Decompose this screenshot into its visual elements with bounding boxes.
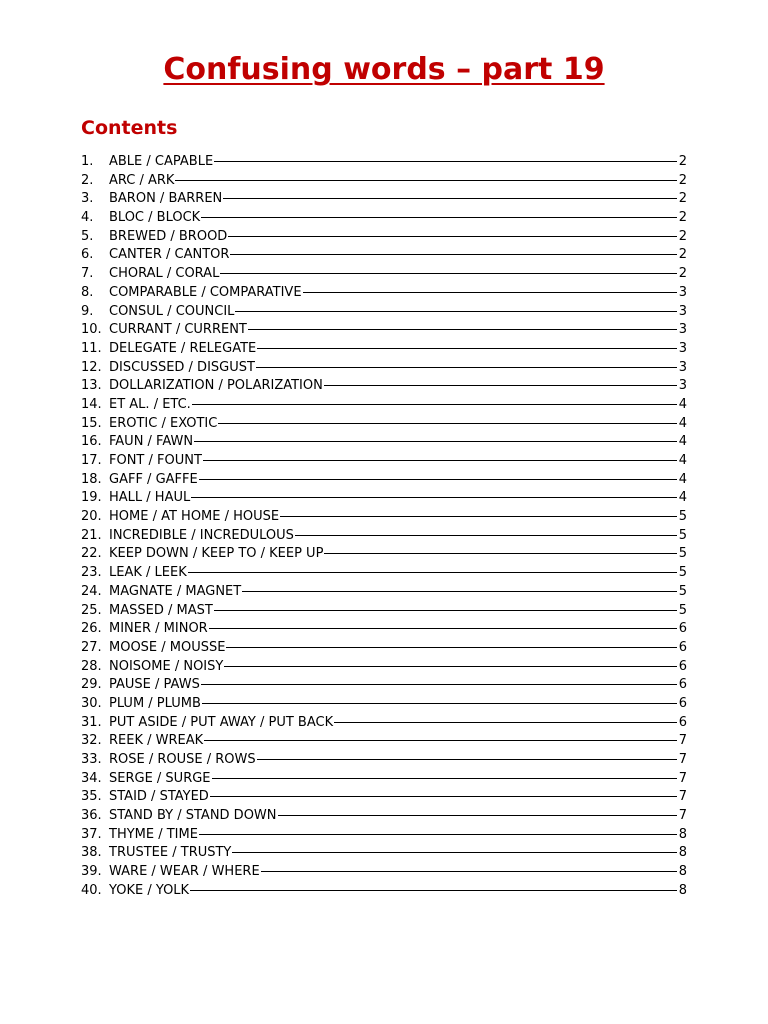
page-title: Confusing words – part 19 <box>163 52 605 87</box>
toc-entry[interactable] <box>81 639 687 658</box>
toc-entry-number: 5. <box>81 228 94 244</box>
toc-entry-page-number[interactable]: 2 <box>678 154 687 169</box>
toc-entry-label[interactable]: PLUM / PLUMB <box>109 695 201 711</box>
toc-entry-page-number[interactable]: 4 <box>678 396 687 412</box>
toc-entry-page-number[interactable]: 8 <box>678 826 687 842</box>
toc-entry-number: 23. <box>81 565 102 581</box>
toc-entry-page-number[interactable]: 2 <box>678 191 687 207</box>
toc-entry-number: 18. <box>81 471 102 487</box>
toc-entry-label[interactable]: LEAK / LEEK <box>109 565 187 581</box>
toc-entry-number: 33. <box>81 752 102 767</box>
toc-entry[interactable] <box>81 172 687 191</box>
toc-leader-line <box>203 460 677 461</box>
toc-entry-page-number[interactable]: 2 <box>678 210 687 226</box>
toc-entry[interactable] <box>81 246 687 265</box>
toc-entry-page-number[interactable]: 6 <box>678 695 687 711</box>
toc-entry-number: 36. <box>81 808 102 824</box>
toc-entry-label[interactable]: FONT / FOUNT <box>109 453 202 468</box>
toc-entry-number: 2. <box>81 172 94 188</box>
toc-entry-page-number[interactable]: 6 <box>678 639 687 655</box>
toc-entry-number: 17. <box>81 453 102 468</box>
toc-entry-number: 24. <box>81 583 102 599</box>
toc-entry[interactable] <box>81 844 687 863</box>
toc-entry-number: 1. <box>81 154 94 169</box>
toc-entry-number: 25. <box>81 602 102 618</box>
toc-entry[interactable] <box>81 265 687 284</box>
toc-leader-line <box>202 703 677 704</box>
toc-entry-page-number[interactable]: 7 <box>678 770 687 786</box>
toc-leader-line <box>190 890 677 891</box>
toc-entry-label[interactable]: FAUN / FAWN <box>109 434 194 450</box>
toc-entry-number: 32. <box>81 733 102 749</box>
toc-entry[interactable] <box>81 471 687 490</box>
toc-leader-line <box>256 367 677 368</box>
toc-entry-page-number[interactable]: 8 <box>678 845 687 861</box>
toc-entry[interactable] <box>81 695 687 714</box>
toc-entry[interactable] <box>81 863 687 882</box>
toc-entry-number: 6. <box>81 247 94 263</box>
toc-entry-label[interactable]: COMPARABLE / COMPARATIVE <box>109 284 302 300</box>
toc-entry[interactable] <box>81 452 687 471</box>
toc-entry-number: 40. <box>81 882 102 898</box>
toc-leader-line <box>201 684 677 685</box>
toc-entry-page-number[interactable]: 7 <box>678 808 687 824</box>
toc-leader-line <box>209 628 677 629</box>
toc-entry-label[interactable]: YOKE / YOLK <box>109 882 190 898</box>
toc-entry-page-number[interactable]: 3 <box>678 359 687 375</box>
toc-entry-number: 28. <box>81 658 102 674</box>
toc-entry-page-number[interactable]: 6 <box>678 658 687 674</box>
toc-entry-label[interactable]: STAND BY / STAND DOWN <box>109 808 277 824</box>
toc-entry-page-number[interactable]: 4 <box>678 415 687 431</box>
toc-entry-page-number[interactable]: 7 <box>678 733 687 749</box>
toc-leader-line <box>192 404 677 405</box>
toc-leader-line <box>214 161 677 162</box>
toc-entry-page-number[interactable]: 4 <box>678 490 687 506</box>
toc-leader-line <box>223 198 677 199</box>
toc-entry-label[interactable]: GAFF / GAFFE <box>109 471 198 487</box>
toc-leader-line <box>324 553 677 554</box>
toc-entry-page-number[interactable]: 5 <box>678 527 687 543</box>
toc-entry[interactable] <box>81 788 687 807</box>
toc-entry[interactable] <box>81 508 687 527</box>
toc-entry-number: 21. <box>81 527 102 543</box>
toc-entry[interactable] <box>81 228 687 247</box>
toc-entry-page-number[interactable]: 6 <box>678 714 687 730</box>
toc-entry[interactable] <box>81 564 687 583</box>
toc-entry-page-number[interactable]: 5 <box>678 546 687 562</box>
toc-entry-page-number[interactable]: 4 <box>678 434 687 450</box>
toc-entry-number: 34. <box>81 770 102 786</box>
toc-entry[interactable] <box>81 602 687 621</box>
toc-entry-page-number[interactable]: 6 <box>678 677 687 693</box>
toc-entry-label[interactable]: STAID / STAYED <box>109 789 209 805</box>
toc-entry-number: 10. <box>81 322 102 338</box>
toc-entry[interactable] <box>81 359 687 378</box>
toc-leader-line <box>261 871 677 872</box>
toc-entry-number: 35. <box>81 789 102 805</box>
toc-entry-label[interactable]: DOLLARIZATION / POLARIZATION <box>109 378 323 394</box>
toc-entry[interactable] <box>81 153 687 172</box>
toc-entry-number: 9. <box>81 303 94 319</box>
toc-leader-line <box>324 385 677 386</box>
toc-leader-line <box>194 441 677 442</box>
toc-entry-label[interactable]: BREWED / BROOD <box>109 228 228 244</box>
toc-leader-line <box>210 796 677 797</box>
toc-entry[interactable] <box>81 658 687 677</box>
toc-entry[interactable] <box>81 489 687 508</box>
toc-entry-page-number[interactable]: 6 <box>678 621 687 637</box>
toc-entry-label[interactable]: KEEP DOWN / KEEP TO / KEEP UP <box>109 546 324 562</box>
toc-entry-label[interactable]: ET AL. / ETC. <box>109 396 191 412</box>
toc-entry[interactable] <box>81 209 687 228</box>
toc-entry[interactable] <box>81 433 687 452</box>
toc-leader-line <box>232 852 677 853</box>
toc-entry-label[interactable]: WARE / WEAR / WHERE <box>109 864 260 880</box>
toc-entry-number: 14. <box>81 396 102 412</box>
toc-entry-label[interactable]: BARON / BARREN <box>109 191 223 207</box>
toc-entry[interactable] <box>81 882 687 901</box>
toc-entry-page-number[interactable]: 5 <box>678 602 687 618</box>
toc-entry-number: 15. <box>81 415 102 431</box>
toc-entry-number: 19. <box>81 490 102 506</box>
toc-entry-number: 12. <box>81 359 102 375</box>
toc-leader-line <box>278 815 677 816</box>
toc-entry[interactable] <box>81 303 687 322</box>
toc-leader-line <box>199 479 677 480</box>
toc-entry-page-number[interactable]: 3 <box>678 303 687 319</box>
toc-entry-number: 4. <box>81 210 94 226</box>
toc-entry-label[interactable]: THYME / TIME <box>109 826 198 842</box>
toc-entry-page-number[interactable]: 3 <box>678 340 687 356</box>
toc-leader-line <box>280 516 677 517</box>
toc-entry-label[interactable]: ABLE / CAPABLE <box>109 154 214 169</box>
toc-leader-line <box>230 254 677 255</box>
toc-leader-line <box>204 740 677 741</box>
toc-leader-line <box>201 217 677 218</box>
toc-entry-label[interactable]: HALL / HAUL <box>109 490 191 506</box>
toc-entry-page-number[interactable]: 5 <box>678 565 687 581</box>
toc-leader-line <box>191 497 677 498</box>
toc-entry-label[interactable]: NOISOME / NOISY <box>109 658 224 674</box>
toc-entry-number: 37. <box>81 826 102 842</box>
toc-entry-page-number[interactable]: 7 <box>678 752 687 767</box>
toc-entry-number: 7. <box>81 266 94 282</box>
toc-entry-label[interactable]: CHORAL / CORAL <box>109 266 220 282</box>
toc-entry[interactable] <box>81 732 687 751</box>
toc-entry[interactable] <box>81 321 687 340</box>
toc-entry[interactable] <box>81 751 687 770</box>
toc-leader-line <box>220 273 677 274</box>
toc-leader-line <box>242 591 677 592</box>
toc-entry-number: 31. <box>81 714 102 730</box>
toc-entry-number: 39. <box>81 864 102 880</box>
toc-entry-page-number[interactable]: 2 <box>678 172 687 188</box>
toc-entry-number: 27. <box>81 639 102 655</box>
toc-entry[interactable] <box>81 545 687 564</box>
toc-entry-page-number[interactable]: 5 <box>678 509 687 525</box>
toc-entry[interactable] <box>81 396 687 415</box>
toc-entry-number: 22. <box>81 546 102 562</box>
toc-entry[interactable] <box>81 807 687 826</box>
toc-entry[interactable] <box>81 770 687 789</box>
toc-entry-number: 11. <box>81 340 102 356</box>
toc-entry-label[interactable]: REEK / WREAK <box>109 733 204 749</box>
toc-leader-line <box>212 778 677 779</box>
toc-entry-label[interactable]: INCREDIBLE / INCREDULOUS <box>109 527 294 543</box>
toc-leader-line <box>224 666 677 667</box>
toc-entry[interactable] <box>81 527 687 546</box>
toc-entry-page-number[interactable]: 3 <box>678 322 687 338</box>
toc-entry-page-number[interactable]: 4 <box>678 471 687 487</box>
toc-entry-number: 26. <box>81 621 102 637</box>
toc-entry-label[interactable]: MAGNATE / MAGNET <box>109 583 242 599</box>
toc-entry-label[interactable]: DISCUSSED / DISGUST <box>109 359 255 375</box>
toc-entry-page-number[interactable]: 4 <box>678 453 687 468</box>
toc-entry-label[interactable]: ROSE / ROUSE / ROWS <box>109 752 256 767</box>
toc-leader-line <box>257 348 677 349</box>
toc-entry-number: 8. <box>81 284 94 300</box>
toc-entry-label[interactable]: PAUSE / PAWS <box>109 677 200 693</box>
toc-entry-page-number[interactable]: 2 <box>678 247 687 263</box>
toc-entry-label[interactable]: CONSUL / COUNCIL <box>109 303 235 319</box>
toc-entry-page-number[interactable]: 7 <box>678 789 687 805</box>
toc-entry[interactable] <box>81 583 687 602</box>
toc-entry[interactable] <box>81 377 687 396</box>
toc-leader-line <box>257 759 677 760</box>
toc-entry-page-number[interactable]: 8 <box>678 864 687 880</box>
toc-leader-line <box>248 329 677 330</box>
toc-entry-label[interactable]: BLOC / BLOCK <box>109 210 201 226</box>
toc-entry[interactable] <box>81 340 687 359</box>
toc-leader-line <box>295 535 677 536</box>
toc-entry[interactable] <box>81 415 687 434</box>
toc-entry-number: 38. <box>81 845 102 861</box>
toc-entry-page-number[interactable]: 3 <box>678 284 687 300</box>
toc-entry-label[interactable]: EROTIC / EXOTIC <box>109 415 218 431</box>
toc-entry-page-number[interactable]: 2 <box>678 266 687 282</box>
toc-leader-line <box>199 834 677 835</box>
toc-entry-label[interactable]: CANTER / CANTOR <box>109 247 230 263</box>
toc-entry-page-number[interactable]: 8 <box>678 882 687 898</box>
toc-leader-line <box>235 311 677 312</box>
toc-entry-label[interactable]: HOME / AT HOME / HOUSE <box>109 509 280 525</box>
toc-leader-line <box>303 292 677 293</box>
toc-entry-number: 30. <box>81 695 102 711</box>
toc-entry[interactable] <box>81 284 687 303</box>
toc-entry-label[interactable]: ARC / ARK <box>109 172 175 188</box>
toc-entry-page-number[interactable]: 3 <box>678 378 687 394</box>
contents-heading: Contents <box>81 117 178 139</box>
toc-leader-line <box>214 610 677 611</box>
toc-entry-label[interactable]: MINER / MINOR <box>109 621 208 637</box>
toc-leader-line <box>218 423 677 424</box>
toc-entry-number: 13. <box>81 378 102 394</box>
toc-entry-label[interactable]: CURRANT / CURRENT <box>109 322 247 338</box>
toc-entry[interactable] <box>81 190 687 209</box>
toc-entry-number: 20. <box>81 509 102 525</box>
toc-entry-page-number[interactable]: 5 <box>678 583 687 599</box>
toc-entry[interactable] <box>81 676 687 695</box>
toc-leader-line <box>228 236 677 237</box>
toc-entry-number: 29. <box>81 677 102 693</box>
toc-entry-label[interactable]: TRUSTEE / TRUSTY <box>109 845 232 861</box>
toc-entry-label[interactable]: SERGE / SURGE <box>109 770 211 786</box>
toc-leader-line <box>226 647 677 648</box>
table-of-contents <box>81 153 687 901</box>
toc-entry-label[interactable]: DELEGATE / RELEGATE <box>109 340 257 356</box>
toc-entry-number: 16. <box>81 434 102 450</box>
toc-entry-label[interactable]: MOOSE / MOUSSE <box>109 639 226 655</box>
toc-entry-label[interactable]: MASSED / MAST <box>109 602 213 618</box>
toc-entry-number: 3. <box>81 191 94 207</box>
toc-entry-label[interactable]: PUT ASIDE / PUT AWAY / PUT BACK <box>109 714 334 730</box>
toc-entry[interactable] <box>81 714 687 733</box>
toc-leader-line <box>334 722 677 723</box>
toc-leader-line <box>175 180 677 181</box>
toc-entry-page-number[interactable]: 2 <box>678 228 687 244</box>
toc-leader-line <box>188 572 677 573</box>
toc-entry[interactable] <box>81 826 687 845</box>
toc-entry[interactable] <box>81 620 687 639</box>
